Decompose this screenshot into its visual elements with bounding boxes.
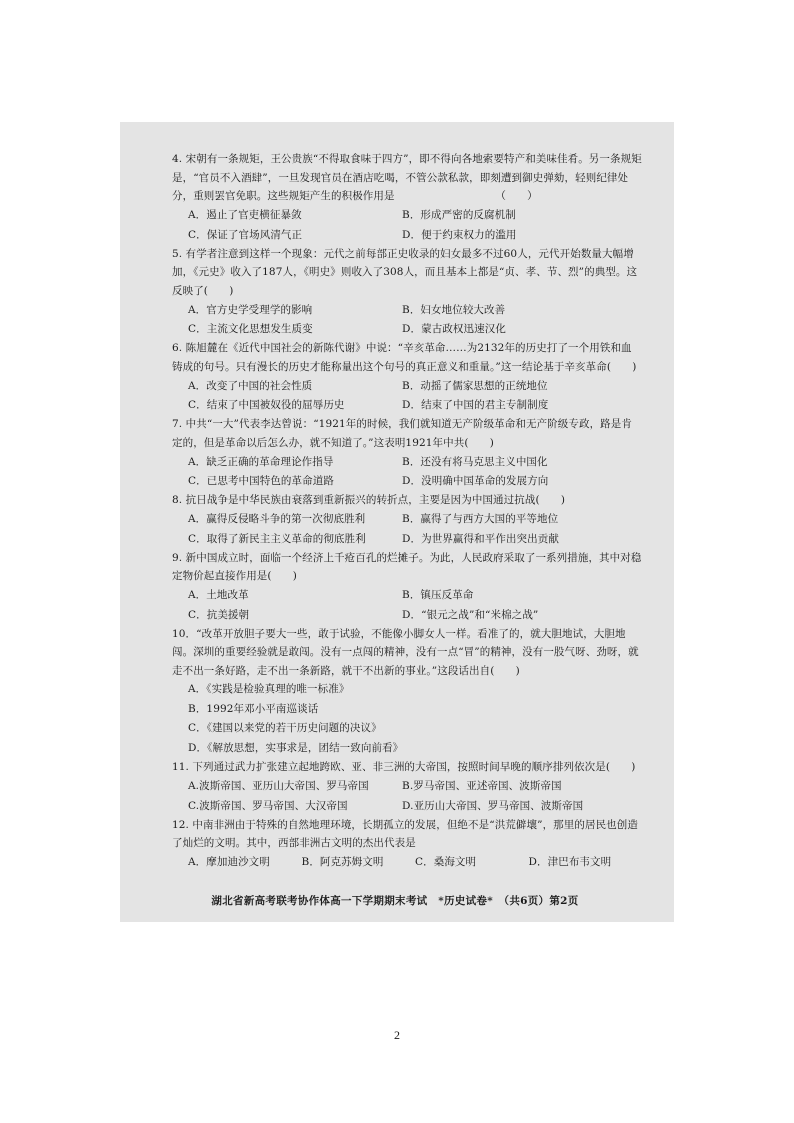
- question-4: [172, 150, 642, 245]
- option-b: B．动摇了儒家思想的正统地位: [402, 379, 548, 392]
- option-d: D．没明确中国革命的发展方向: [402, 475, 549, 487]
- question-7: [172, 415, 642, 491]
- option-d: D．蒙古政权迅速汉化: [402, 323, 506, 335]
- question-12: [172, 816, 642, 873]
- question-text: 11. 下列通过武力扩张建立起地跨欧、亚、非三洲的大帝国，按照时间早晚的顺序排列依次是( ): [172, 761, 636, 773]
- option-d: D．《解放思想，实事求是，团结一致向前看》: [188, 741, 404, 754]
- option-a: A.波斯帝国、亚历山大帝国、罗马帝国: [188, 780, 369, 792]
- option-a: A．改变了中国的社会性质: [188, 379, 313, 392]
- exam-footer: 湖北省新高考联考协作体高一下学期期末考试 *历史试卷* （共6页）第2页: [211, 895, 579, 907]
- question-5: [172, 245, 642, 340]
- option-a: A．土地改革: [188, 589, 249, 601]
- option-a: A．摩加迪沙文明: [188, 855, 270, 868]
- option-c: C．《建国以来党的若干历史问题的决议》: [188, 722, 382, 734]
- question-text: 9. 新中国成立时，面临一个经济上千疮百孔的烂摊子。为此，人民政府采取了一系列措施，其中对稳定物价起直接作用是( ): [172, 551, 642, 582]
- option-a: A．赢得反侵略斗争的第一次彻底胜利: [188, 513, 366, 525]
- option-c: C．保证了官场风清气正: [188, 228, 303, 241]
- question-text: 5. 有学者注意到这样一个现象：元代之前每部正史收录的妇女最多不过60人，元代开始数量大幅增加，《元史》收入了187人，《明史》则收入了308人，而且基本上都是“贞、孝、节、烈”的典型。这反映了( ): [172, 247, 638, 297]
- question-text: 12. 中南非洲由于特殊的自然地理环境，长期孤立的发展，但绝不是“洪荒僻壤”，那里的居民也创造了灿烂的文明。其中，西部非洲古文明的杰出代表是: [172, 818, 638, 849]
- option-a: A．遏止了官吏横征暴敛: [188, 209, 302, 221]
- option-d: D．结束了中国的君主专制制度: [402, 399, 549, 411]
- option-d: D．便于约束权力的滥用: [402, 228, 517, 241]
- option-b: B．赢得了与西方大国的平等地位: [402, 513, 559, 525]
- option-c: C．已思考中国特色的革命道路: [188, 475, 334, 487]
- option-d: D．为世界赢得和平作出突出贡献: [402, 532, 559, 545]
- option-c: C．取得了新民主主义革命的彻底胜利: [188, 532, 366, 545]
- option-b: B．1992年邓小平南巡谈话: [188, 702, 319, 715]
- option-a: A．《实践是检验真理的唯一标准》: [188, 683, 350, 695]
- option-d: D．“银元之战”和“米棉之战”: [402, 608, 539, 621]
- option-d: D.亚历山大帝国、罗马帝国、波斯帝国: [402, 799, 584, 812]
- question-list: [172, 150, 642, 872]
- option-c: C．主流文化思想发生质变: [188, 323, 313, 335]
- page-number: 2: [394, 1028, 400, 1042]
- option-a: A．缺乏正确的革命理论作指导: [188, 455, 334, 468]
- option-b: B．形成严密的反腐机制: [402, 209, 516, 221]
- option-c: C．抗美援朝: [188, 608, 250, 621]
- question-text: 8. 抗日战争是中华民族由衰落到重新振兴的转折点，主要是因为中国通过抗战( ): [172, 494, 566, 506]
- option-c: C．桑海文明: [415, 855, 477, 868]
- question-text: 6. 陈旭麓在《近代中国社会的新陈代谢》中说：“辛亥革命……为2132年的历史打了一个用铁和血铸成的句号。只有漫长的历史才能称量出这个句号的真正意义和重量。”这一结论基于辛亥革命( ): [172, 342, 637, 373]
- question-text: 7. 中共“一大”代表李达曾说：“1921年的时候，我们就知道无产阶级革命和无产阶级专政，路是肯定的，但是革命以后怎么办，就不知道了。”这表明1921年中共( ): [172, 418, 632, 449]
- question-6: [172, 339, 642, 415]
- question-11: [172, 758, 642, 816]
- option-b: B.罗马帝国、亚述帝国、波斯帝国: [402, 780, 562, 792]
- question-text: 4. 宋朝有一条规矩，王公贵族“不得取食味于四方”，即不得向各地索要特产和美味佳肴。另一条规矩是，“官员不入酒肆”，一旦发现官员在酒店吃喝，不管公款私款，即刻遭到御史弹劾，轻则纪律处分，重则罢官免职。这些规矩产生的积极作用是 （ ）: [172, 153, 642, 202]
- option-b: B．镇压反革命: [402, 589, 474, 601]
- option-b: B．妇女地位较大改善: [402, 303, 506, 316]
- question-8: [172, 491, 642, 549]
- option-a: A．官方史学受理学的影响: [188, 303, 313, 316]
- question-10: [172, 625, 642, 759]
- question-text: 10．“改革开放胆子要大一些，敢于试验，不能像小脚女人一样。看准了的，就大胆地试，大胆地闯。深圳的重要经验就是敢闯。没有一点闯的精神，没有一点“冒”的精神，没有一股气呀、劲呀，就走不出一条好路，走不出一条新路，就干不出新的事业。”这段话出自( ): [172, 627, 639, 677]
- question-9: [172, 549, 642, 625]
- option-b: B．还没有将马克思主义中国化: [402, 455, 548, 468]
- option-c: C.波斯帝国、罗马帝国、大汉帝国: [188, 799, 348, 812]
- option-c: C．结束了中国被奴役的屈辱历史: [188, 399, 345, 411]
- option-d: D．津巴布韦文明: [528, 855, 612, 868]
- option-b: B．阿克苏姆文明: [301, 855, 384, 868]
